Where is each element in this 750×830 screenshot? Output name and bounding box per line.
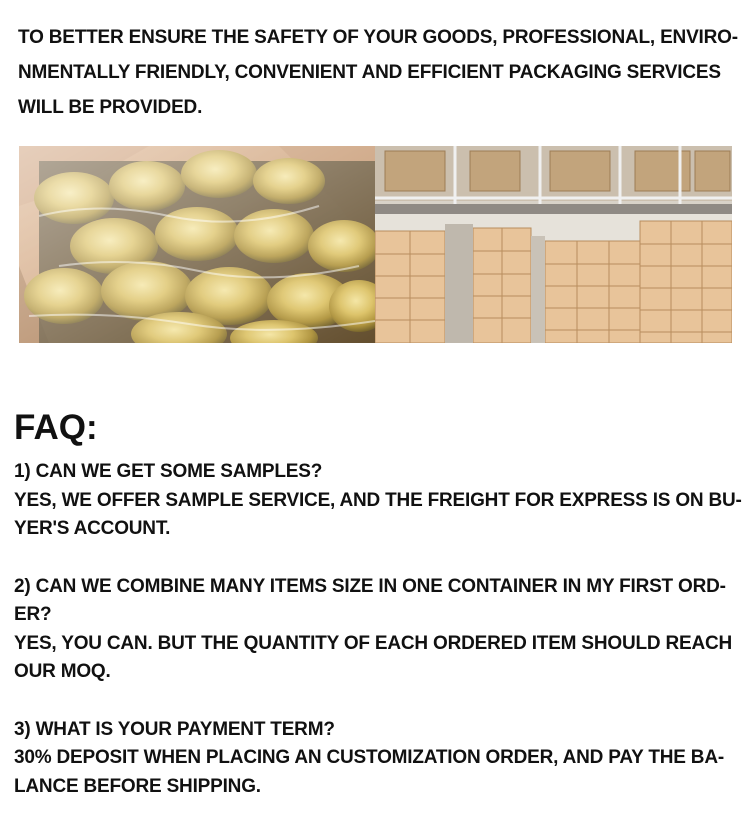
faq-answer-line: 30% DEPOSIT WHEN PLACING AN CUSTOMIZATION ORDER, AND PAY THE BA- (14, 747, 724, 768)
faq-question: 1) CAN WE GET SOME SAMPLES? (14, 461, 323, 482)
intro-line: WILL BE PROVIDED. (18, 97, 203, 118)
faq-title: FAQ: (14, 408, 98, 447)
faq-item (14, 573, 744, 687)
faq-list (14, 458, 744, 830)
warehouse-cartons-photo (375, 146, 732, 343)
carton-of-gold-lids-photo (19, 146, 375, 343)
faq-item (14, 458, 744, 544)
intro-line: NMENTALLY FRIENDLY, CONVENIENT AND EFFICIENT PACKAGING SERVICES (18, 62, 721, 83)
packaging-intro (18, 20, 738, 125)
intro-line: TO BETTER ENSURE THE SAFETY OF YOUR GOODS, PROFESSIONAL, ENVIRO- (18, 27, 738, 48)
faq-item (14, 716, 744, 802)
faq-answer-line: YES, YOU CAN. BUT THE QUANTITY OF EACH ORDERED ITEM SHOULD REACH (14, 632, 733, 654)
faq-answer-line: YES, WE OFFER SAMPLE SERVICE, AND THE FREIGHT FOR EXPRESS IS ON BU- (14, 489, 742, 511)
faq-question: ER? (14, 604, 52, 625)
faq-answer-line: LANCE BEFORE SHIPPING. (14, 775, 261, 797)
faq-answer-line: OUR MOQ. (14, 661, 111, 682)
packaging-photos (19, 146, 732, 343)
faq-question: 2) CAN WE COMBINE MANY ITEMS SIZE IN ONE CONTAINER IN MY FIRST ORD- (14, 575, 726, 597)
faq-question: 3) WHAT IS YOUR PAYMENT TERM? (14, 718, 335, 740)
faq-answer-line: YER'S ACCOUNT. (14, 518, 171, 539)
